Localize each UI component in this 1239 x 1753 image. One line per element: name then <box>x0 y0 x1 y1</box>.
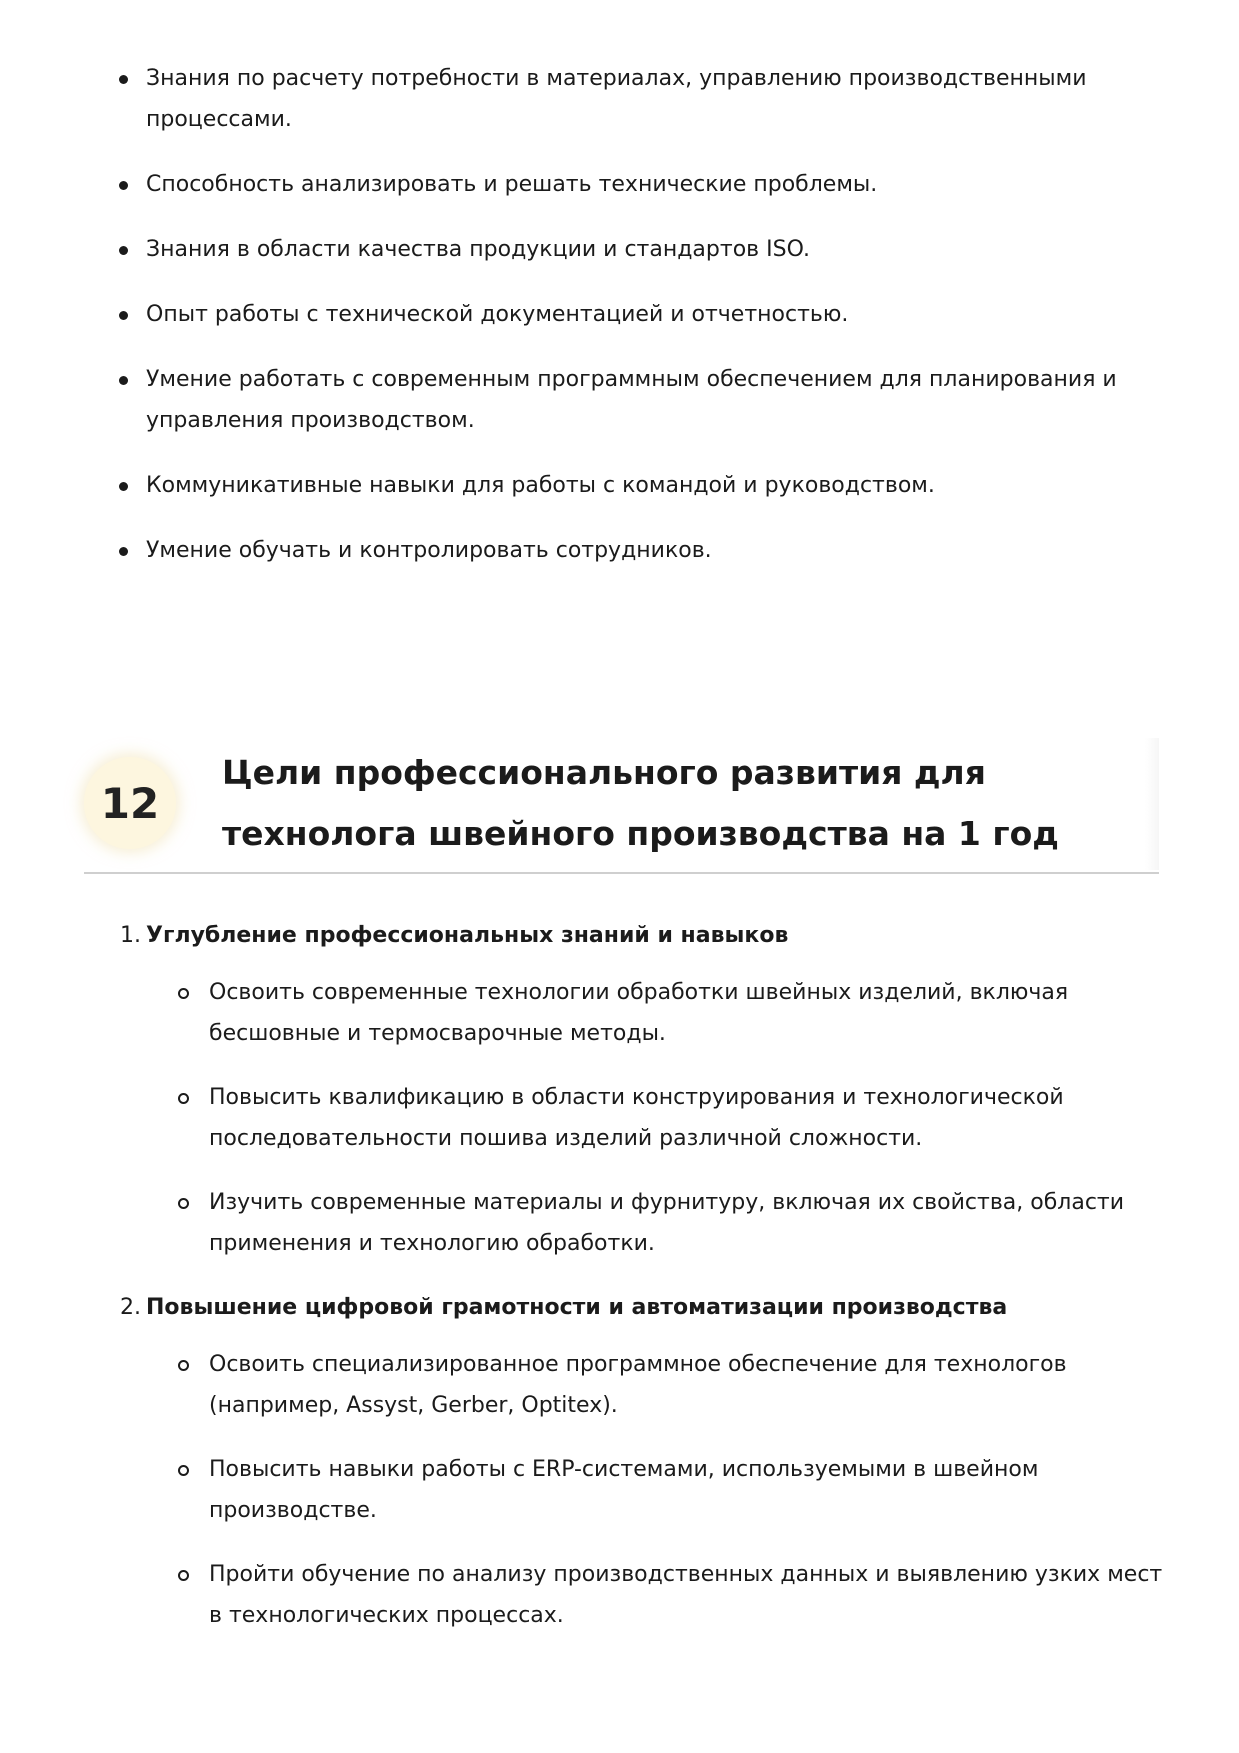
skill-item: Коммуникативные навыки для работы с командой и руководством. <box>118 465 1158 506</box>
goal-subitem: Освоить современные технологии обработки швейных изделий, включая бесшовные и термосварочные методы. <box>146 972 1163 1054</box>
goals-list <box>118 915 1163 1659</box>
goal-title: Повышение цифровой грамотности и автоматизации производства <box>146 1295 1008 1320</box>
section-title: Цели профессионального развития для технолога швейного производства на 1 год <box>222 753 1059 853</box>
section-number-badge: 12 <box>84 757 176 849</box>
skill-item: Умение работать с современным программным обеспечением для планирования и управления производством. <box>118 359 1158 441</box>
goal-item <box>118 915 1163 1264</box>
skill-item: Знания в области качества продукции и стандартов ISO. <box>118 229 1158 270</box>
goal-subitem: Повысить квалификацию в области конструирования и технологической последовательности пошива изделий различной сложности. <box>146 1077 1163 1159</box>
goal-subitem: Пройти обучение по анализу производственных данных и выявлению узких мест в технологических процессах. <box>146 1554 1163 1636</box>
skill-item: Умение обучать и контролировать сотрудников. <box>118 530 1158 571</box>
goal-subitem: Повысить навыки работы с ERP-системами, используемыми в швейном производстве. <box>146 1449 1163 1531</box>
goal-item <box>118 1287 1163 1636</box>
goal-subitems <box>146 972 1163 1264</box>
skill-item: Знания по расчету потребности в материалах, управлению производственными процессами. <box>118 58 1158 140</box>
header-edge-shade <box>1145 738 1159 870</box>
goal-subitem: Изучить современные материалы и фурнитуру, включая их свойства, области применения и технологию обработки. <box>146 1182 1163 1264</box>
goal-number: 2. <box>120 1295 141 1320</box>
goal-number: 1. <box>120 923 141 948</box>
skill-item: Опыт работы с технической документацией и отчетностью. <box>118 294 1158 335</box>
skill-item: Способность анализировать и решать технические проблемы. <box>118 164 1158 205</box>
skills-list <box>118 58 1158 595</box>
goal-title: Углубление профессиональных знаний и навыков <box>146 923 789 948</box>
section-header <box>84 738 1159 874</box>
goal-subitem: Освоить специализированное программное обеспечение для технологов (например, Assyst, Gerber, Optitex). <box>146 1344 1163 1426</box>
goal-subitems <box>146 1344 1163 1636</box>
